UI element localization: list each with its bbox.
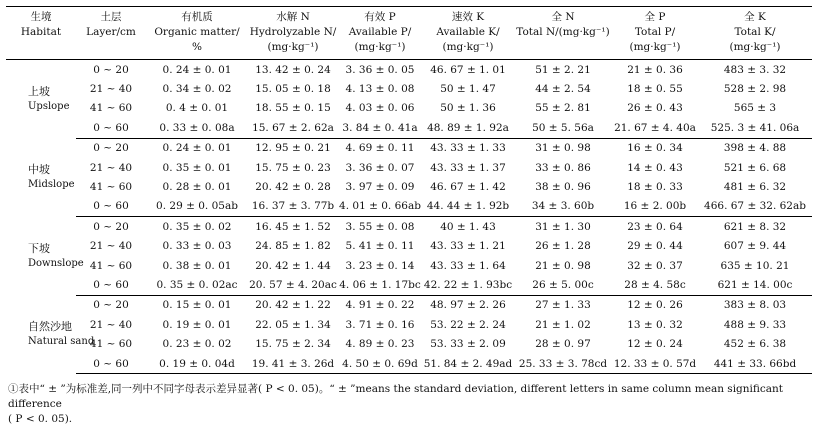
- value-cell: 21 ± 0. 36: [627, 63, 683, 76]
- value-cell: 565 ± 3: [733, 102, 777, 115]
- value-cell: 3. 71 ± 0. 16: [345, 318, 415, 331]
- table-row: [6, 237, 812, 256]
- value-cell: 18 ± 0. 33: [627, 181, 683, 194]
- habitat-name-en: Upslope: [28, 101, 70, 113]
- value-cell: 33 ± 0. 86: [535, 161, 591, 174]
- value-cell: 441 ± 33. 66bd: [698, 354, 812, 374]
- value-cell: 43. 33 ± 1. 21: [430, 240, 506, 253]
- value-cell: 12. 95 ± 0. 21: [255, 142, 331, 155]
- value-cell: 488 ± 9. 33: [723, 318, 787, 331]
- value-cell: 4. 91 ± 0. 22: [345, 299, 415, 312]
- habitat-cell: [6, 217, 84, 296]
- value-cell: 4. 89 ± 0. 23: [345, 338, 415, 351]
- footnote-line-1: ①表中“ ± ”为标准差,同一列中不同字母表示差异显著( P < 0. 05)。“ ± ”means the standard deviation, different letters in same column mean significant difference: [8, 383, 784, 410]
- table-row: [6, 60, 812, 80]
- habitat-name-cn: 上坡: [28, 85, 50, 99]
- layer-cell: 21 ~ 40: [89, 161, 133, 174]
- column-header-en-text: Habitat: [20, 26, 62, 38]
- value-cell: 4. 01 ± 0. 66ab: [338, 197, 422, 217]
- column-header-en-text: Hydrolyzable N/: [249, 26, 337, 38]
- table-row: [6, 177, 812, 196]
- value-cell: 50 ± 5. 56a: [514, 118, 612, 138]
- value-cell: 16. 37 ± 3. 77b: [248, 197, 338, 217]
- column-header-cn: 全 K: [744, 11, 766, 23]
- column-header-en: [698, 25, 812, 60]
- value-cell: 53. 22 ± 2. 24: [430, 318, 506, 331]
- value-cell: 43. 33 ± 1. 64: [430, 259, 506, 272]
- column-header-en: [248, 25, 338, 60]
- column-header-en-text: Layer/cm: [86, 26, 136, 38]
- value-cell: 38 ± 0. 96: [535, 181, 591, 194]
- value-cell: 14 ± 0. 43: [627, 161, 683, 174]
- column-header-en: [146, 25, 248, 60]
- table-header: [6, 7, 812, 60]
- value-cell: 16 ± 2. 00b: [612, 197, 698, 217]
- column-header-cn: 全 N: [551, 11, 575, 23]
- column-header-en-text: Total K/: [734, 26, 776, 38]
- value-cell: 16 ± 0. 34: [627, 142, 683, 155]
- value-cell: 51 ± 2. 21: [535, 63, 591, 76]
- table-row: [6, 138, 812, 158]
- value-cell: 398 ± 4. 88: [723, 142, 787, 155]
- value-cell: 22. 05 ± 1. 34: [255, 318, 331, 331]
- table-row: [6, 256, 812, 275]
- habitat-name-en: Natural sand: [28, 336, 95, 348]
- column-header-unit: (mg·kg⁻¹): [729, 41, 781, 53]
- value-cell: 43. 33 ± 1. 37: [430, 161, 506, 174]
- value-cell: 16. 45 ± 1. 52: [255, 220, 331, 233]
- column-header-cn: 有机质: [181, 11, 213, 23]
- value-cell: 25. 33 ± 3. 78cd: [514, 354, 612, 374]
- layer-cell: 0 ~ 60: [76, 197, 146, 217]
- value-cell: 4. 06 ± 1. 17bc: [338, 275, 422, 295]
- footnote-line-2: ( P < 0. 05).: [8, 413, 73, 425]
- value-cell: 23 ± 0. 64: [627, 220, 683, 233]
- value-cell: 0. 35 ± 0. 01: [162, 161, 232, 174]
- value-cell: 50 ± 1. 36: [440, 102, 496, 115]
- layer-cell: 41 ~ 60: [89, 102, 133, 115]
- value-cell: 21 ± 0. 98: [535, 259, 591, 272]
- value-cell: 15. 75 ± 0. 23: [255, 161, 331, 174]
- column-header-en: [338, 25, 422, 60]
- value-cell: 31 ± 0. 98: [535, 142, 591, 155]
- value-cell: 21 ± 1. 02: [535, 318, 591, 331]
- value-cell: 44. 44 ± 1. 92b: [422, 197, 514, 217]
- table-row: [6, 197, 812, 217]
- value-cell: 0. 35 ± 0. 02ac: [146, 275, 248, 295]
- table-row: [6, 118, 812, 138]
- value-cell: 20. 57 ± 4. 20ac: [248, 275, 338, 295]
- value-cell: 0. 33 ± 0. 03: [162, 240, 232, 253]
- table-footnote: [8, 382, 812, 427]
- value-cell: 0. 19 ± 0. 04d: [146, 354, 248, 374]
- habitat-name-cn: 中坡: [28, 163, 50, 177]
- layer-cell: 21 ~ 40: [89, 318, 133, 331]
- table-row: [6, 354, 812, 374]
- column-header-en: [612, 25, 698, 60]
- value-cell: 3. 97 ± 0. 09: [345, 181, 415, 194]
- table-body: [6, 60, 812, 374]
- value-cell: 43. 33 ± 1. 33: [430, 142, 506, 155]
- column-header-cn: 生境: [30, 11, 52, 23]
- value-cell: 383 ± 8. 03: [723, 299, 787, 312]
- value-cell: 607 ± 9. 44: [723, 240, 787, 253]
- value-cell: 0. 4 ± 0. 01: [165, 102, 229, 115]
- value-cell: 0. 19 ± 0. 01: [162, 318, 232, 331]
- column-header-en: [514, 25, 612, 60]
- value-cell: 26 ± 1. 28: [535, 240, 591, 253]
- value-cell: 13. 42 ± 0. 24: [255, 63, 331, 76]
- layer-cell: 21 ~ 40: [89, 240, 133, 253]
- value-cell: 528 ± 2. 98: [723, 83, 787, 96]
- value-cell: 28 ± 4. 58c: [612, 275, 698, 295]
- value-cell: 0. 15 ± 0. 01: [162, 299, 232, 312]
- habitat-cell: [6, 60, 76, 139]
- value-cell: 12 ± 0. 24: [627, 338, 683, 351]
- value-cell: 21. 67 ± 4. 40a: [612, 118, 698, 138]
- value-cell: 621 ± 8. 32: [723, 220, 787, 233]
- value-cell: 28 ± 0. 97: [535, 338, 591, 351]
- value-cell: 13 ± 0. 32: [627, 318, 683, 331]
- value-cell: 0. 24 ± 0. 01: [162, 63, 232, 76]
- value-cell: 635 ± 10. 21: [720, 259, 790, 272]
- value-cell: 31 ± 1. 30: [535, 220, 591, 233]
- table-row: [6, 99, 812, 118]
- layer-cell: 41 ~ 60: [89, 181, 133, 194]
- habitat-name-en: Downslope: [28, 257, 84, 269]
- value-cell: 0. 23 ± 0. 02: [162, 338, 232, 351]
- value-cell: 48. 97 ± 2. 26: [430, 299, 506, 312]
- column-header-en-text: Organic matter/: [154, 26, 240, 38]
- value-cell: 20. 42 ± 0. 28: [255, 181, 331, 194]
- value-cell: 0. 29 ± 0. 05ab: [146, 197, 248, 217]
- value-cell: 42. 22 ± 1. 93bc: [422, 275, 514, 295]
- value-cell: 40 ± 1. 43: [440, 220, 496, 233]
- header-spacer: [6, 40, 76, 55]
- table-row: [6, 334, 812, 353]
- value-cell: 0. 35 ± 0. 02: [162, 220, 232, 233]
- value-cell: 4. 03 ± 0. 06: [345, 102, 415, 115]
- column-header-en-text: Total P/: [634, 26, 676, 38]
- value-cell: 12 ± 0. 26: [627, 299, 683, 312]
- value-cell: 0. 24 ± 0. 01: [162, 142, 232, 155]
- column-header-unit: (mg·kg⁻¹): [442, 41, 494, 53]
- value-cell: 46. 67 ± 1. 42: [430, 181, 506, 194]
- value-cell: 48. 89 ± 1. 92a: [422, 118, 514, 138]
- column-header-unit: (mg·kg⁻¹): [354, 41, 406, 53]
- value-cell: 44 ± 2. 54: [535, 83, 591, 96]
- column-header-unit: (mg·kg⁻¹): [629, 41, 681, 53]
- value-cell: 4. 69 ± 0. 11: [345, 142, 415, 155]
- value-cell: 29 ± 0. 44: [627, 240, 683, 253]
- habitat-name-en: Midslope: [28, 179, 75, 191]
- column-header-cn: 土层: [100, 11, 122, 23]
- column-header-en: [76, 25, 146, 60]
- value-cell: 19. 41 ± 3. 26d: [248, 354, 338, 374]
- habitat-name-cn: 下坡: [28, 241, 50, 255]
- header-spacer: [514, 40, 612, 55]
- value-cell: 26 ± 5. 00c: [514, 275, 612, 295]
- table-row: [6, 217, 812, 237]
- column-header-unit: %: [192, 41, 202, 53]
- column-header-en-text: Total N/(mg·kg⁻¹): [516, 26, 610, 38]
- habitat-cell: [6, 138, 76, 217]
- column-header-cn: 有效 P: [364, 11, 396, 23]
- value-cell: 55 ± 2. 81: [535, 102, 591, 115]
- column-header-en: [6, 25, 76, 60]
- value-cell: 18 ± 0. 55: [627, 83, 683, 96]
- header-spacer: [76, 40, 146, 55]
- layer-cell: 0 ~ 20: [93, 142, 129, 155]
- value-cell: 0. 28 ± 0. 01: [162, 181, 232, 194]
- value-cell: 481 ± 6. 32: [723, 181, 787, 194]
- habitat-name-cn: 自然沙地: [28, 320, 72, 334]
- value-cell: 4. 50 ± 0. 69d: [338, 354, 422, 374]
- value-cell: 27 ± 1. 33: [535, 299, 591, 312]
- value-cell: 3. 36 ± 0. 05: [345, 63, 415, 76]
- column-header-cn: 全 P: [644, 11, 666, 23]
- column-header-cn: 水解 N: [276, 11, 310, 23]
- column-header-cn: 速效 K: [451, 11, 485, 23]
- layer-cell: 0 ~ 20: [93, 299, 129, 312]
- value-cell: 46. 67 ± 1. 01: [430, 63, 506, 76]
- value-cell: 3. 55 ± 0. 08: [345, 220, 415, 233]
- table-row: [6, 158, 812, 177]
- value-cell: 20. 42 ± 1. 22: [255, 299, 331, 312]
- value-cell: 12. 33 ± 0. 57d: [612, 354, 698, 374]
- value-cell: 15. 67 ± 2. 62a: [248, 118, 338, 138]
- value-cell: 50 ± 1. 47: [440, 83, 496, 96]
- value-cell: 525. 3 ± 41. 06a: [698, 118, 812, 138]
- column-header-en-text: Available K/: [436, 26, 500, 38]
- value-cell: 15. 75 ± 2. 34: [255, 338, 331, 351]
- table-row: [6, 79, 812, 98]
- value-cell: 51. 84 ± 2. 49ad: [422, 354, 514, 374]
- table-row: [6, 295, 812, 315]
- value-cell: 4. 13 ± 0. 08: [345, 83, 415, 96]
- soil-nutrient-table: [6, 6, 812, 374]
- column-header-unit: (mg·kg⁻¹): [267, 41, 319, 53]
- layer-cell: 41 ~ 60: [89, 259, 133, 272]
- value-cell: 0. 33 ± 0. 08a: [146, 118, 248, 138]
- value-cell: 3. 84 ± 0. 41a: [338, 118, 422, 138]
- value-cell: 0. 34 ± 0. 02: [162, 83, 232, 96]
- value-cell: 621 ± 14. 00c: [698, 275, 812, 295]
- value-cell: 34 ± 3. 60b: [514, 197, 612, 217]
- value-cell: 483 ± 3. 32: [723, 63, 787, 76]
- layer-cell: 0 ~ 20: [93, 63, 129, 76]
- column-header-en: [422, 25, 514, 60]
- layer-cell: 0 ~ 60: [76, 354, 146, 374]
- column-header-en-text: Available P/: [348, 26, 412, 38]
- value-cell: 452 ± 6. 38: [723, 338, 787, 351]
- layer-cell: 21 ~ 40: [89, 83, 133, 96]
- table-row: [6, 275, 812, 295]
- layer-cell: 41 ~ 60: [89, 338, 133, 351]
- value-cell: 26 ± 0. 43: [627, 102, 683, 115]
- value-cell: 15. 05 ± 0. 18: [255, 83, 331, 96]
- table-row: [6, 315, 812, 334]
- layer-cell: 0 ~ 20: [93, 220, 129, 233]
- value-cell: 20. 42 ± 1. 44: [255, 259, 331, 272]
- value-cell: 521 ± 6. 68: [723, 161, 787, 174]
- value-cell: 53. 33 ± 2. 09: [430, 338, 506, 351]
- habitat-cell: [6, 295, 95, 374]
- value-cell: 24. 85 ± 1. 82: [255, 240, 331, 253]
- value-cell: 3. 36 ± 0. 07: [345, 161, 415, 174]
- value-cell: 3. 23 ± 0. 14: [345, 259, 415, 272]
- value-cell: 0. 38 ± 0. 01: [162, 259, 232, 272]
- layer-cell: 0 ~ 60: [76, 118, 146, 138]
- value-cell: 32 ± 0. 37: [627, 259, 683, 272]
- value-cell: 5. 41 ± 0. 11: [345, 240, 415, 253]
- value-cell: 466. 67 ± 32. 62ab: [698, 197, 812, 217]
- value-cell: 18. 55 ± 0. 15: [255, 102, 331, 115]
- layer-cell: 0 ~ 60: [76, 275, 146, 295]
